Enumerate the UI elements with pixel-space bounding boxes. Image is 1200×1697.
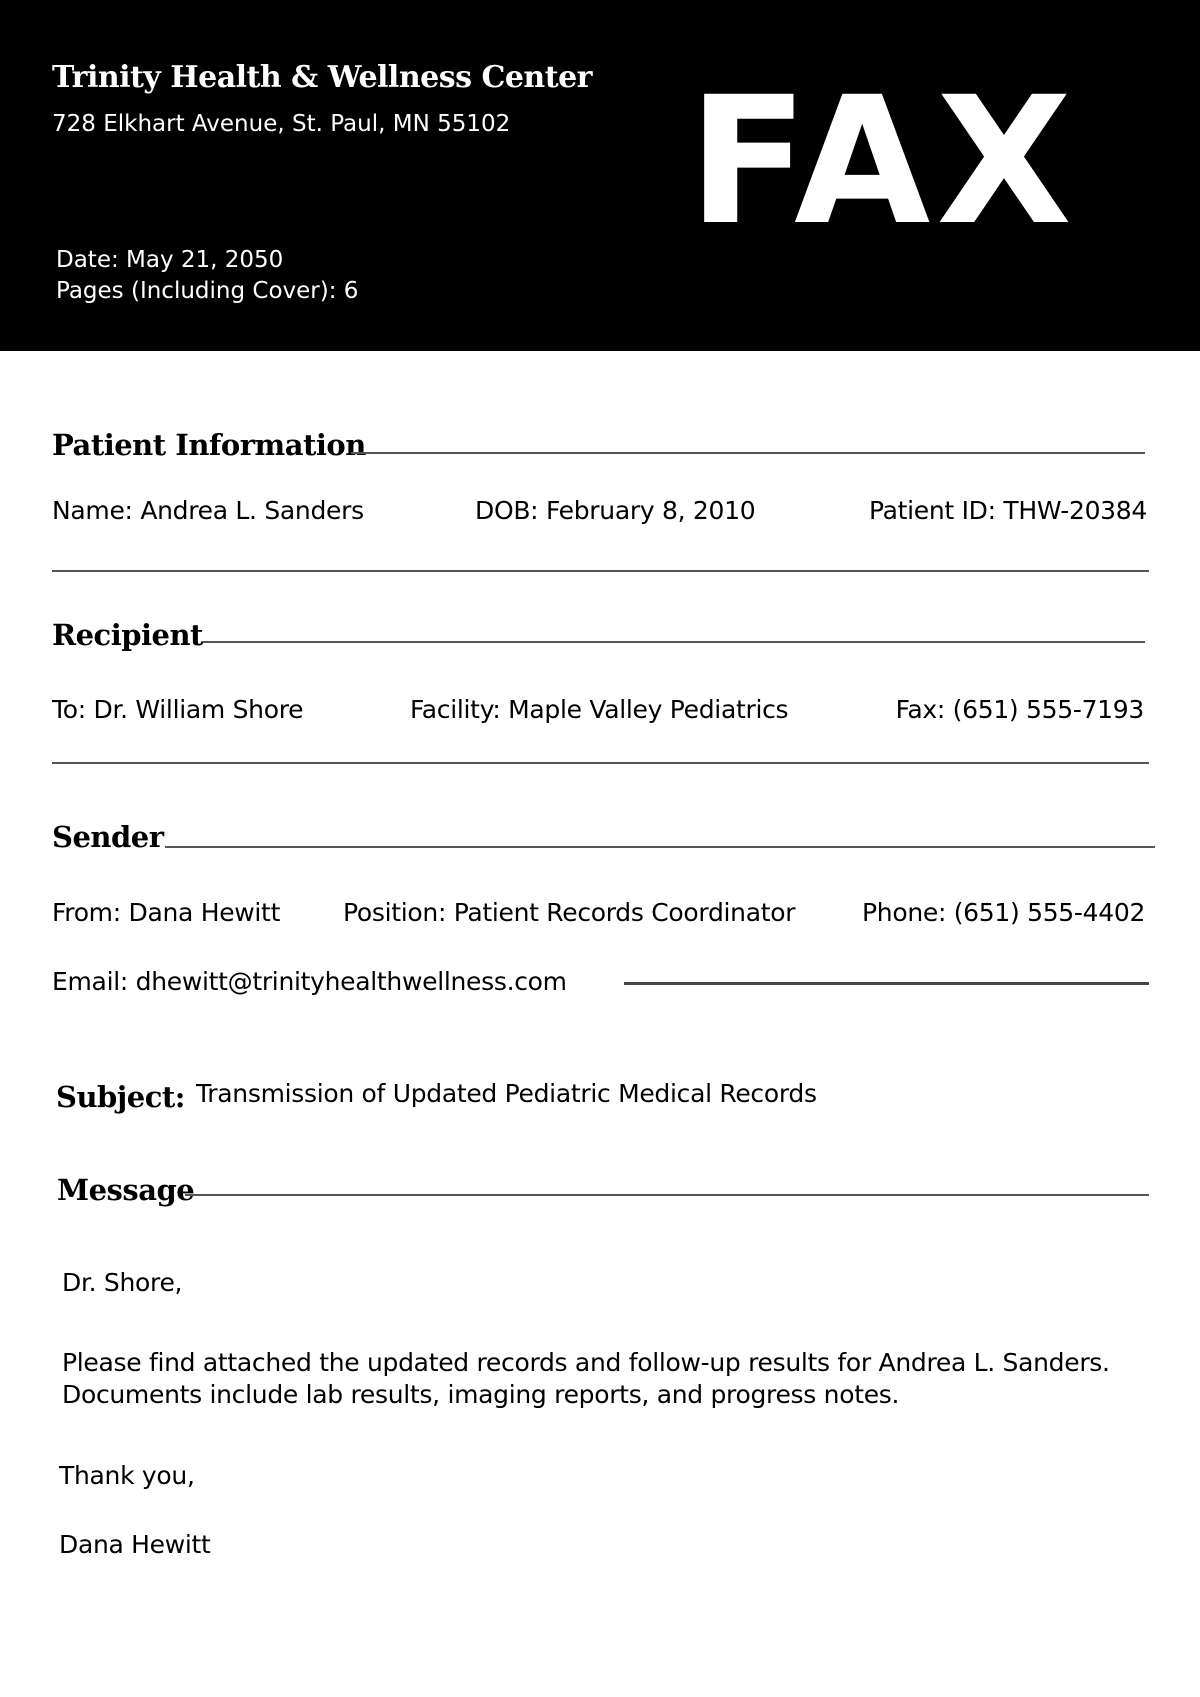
sender-section-title: Sender	[52, 820, 164, 854]
patient-name: Name: Andrea L. Sanders	[52, 496, 364, 525]
fax-date: Date: May 21, 2050	[56, 247, 284, 273]
recipient-title-divider	[203, 641, 1145, 643]
patient-id: Patient ID: THW-20384	[868, 496, 1147, 525]
organization-address: 728 Elkhart Avenue, St. Paul, MN 55102	[52, 111, 511, 137]
sender-title-divider	[165, 846, 1155, 848]
message-section-title: Message	[57, 1173, 195, 1207]
subject-text: Transmission of Updated Pediatric Medical Records	[196, 1079, 817, 1108]
patient-section-divider	[52, 570, 1149, 572]
recipient-section-title: Recipient	[52, 618, 203, 652]
email-divider	[624, 982, 1149, 985]
organization-name: Trinity Health & Wellness Center	[52, 60, 592, 95]
patient-title-divider	[351, 452, 1145, 454]
header-band	[0, 0, 1200, 351]
sender-phone: Phone: (651) 555-4402	[862, 898, 1146, 927]
patient-dob: DOB: February 8, 2010	[475, 496, 756, 525]
recipient-to: To: Dr. William Shore	[52, 695, 304, 724]
patient-section-title: Patient Information	[52, 428, 366, 462]
message-title-divider	[185, 1194, 1149, 1196]
recipient-section-divider	[52, 762, 1149, 764]
fax-title: FAX	[688, 59, 1078, 264]
sender-from: From: Dana Hewitt	[52, 898, 281, 927]
sender-position: Position: Patient Records Coordinator	[343, 898, 796, 927]
recipient-facility: Facility: Maple Valley Pediatrics	[410, 695, 789, 724]
message-signature: Dana Hewitt	[59, 1530, 211, 1559]
message-greeting: Dr. Shore,	[62, 1268, 183, 1297]
message-closing: Thank you,	[59, 1461, 195, 1490]
page-count: Pages (Including Cover): 6	[56, 278, 359, 304]
recipient-fax: Fax: (651) 555-7193	[895, 695, 1144, 724]
subject-label: Subject:	[56, 1080, 186, 1114]
message-body: Please find attached the updated records and follow-up results for Andrea L. Sanders. Documents include lab results, imaging reports, and progress notes.	[62, 1348, 1110, 1409]
sender-email: Email: dhewitt@trinityhealthwellness.com	[52, 967, 567, 996]
